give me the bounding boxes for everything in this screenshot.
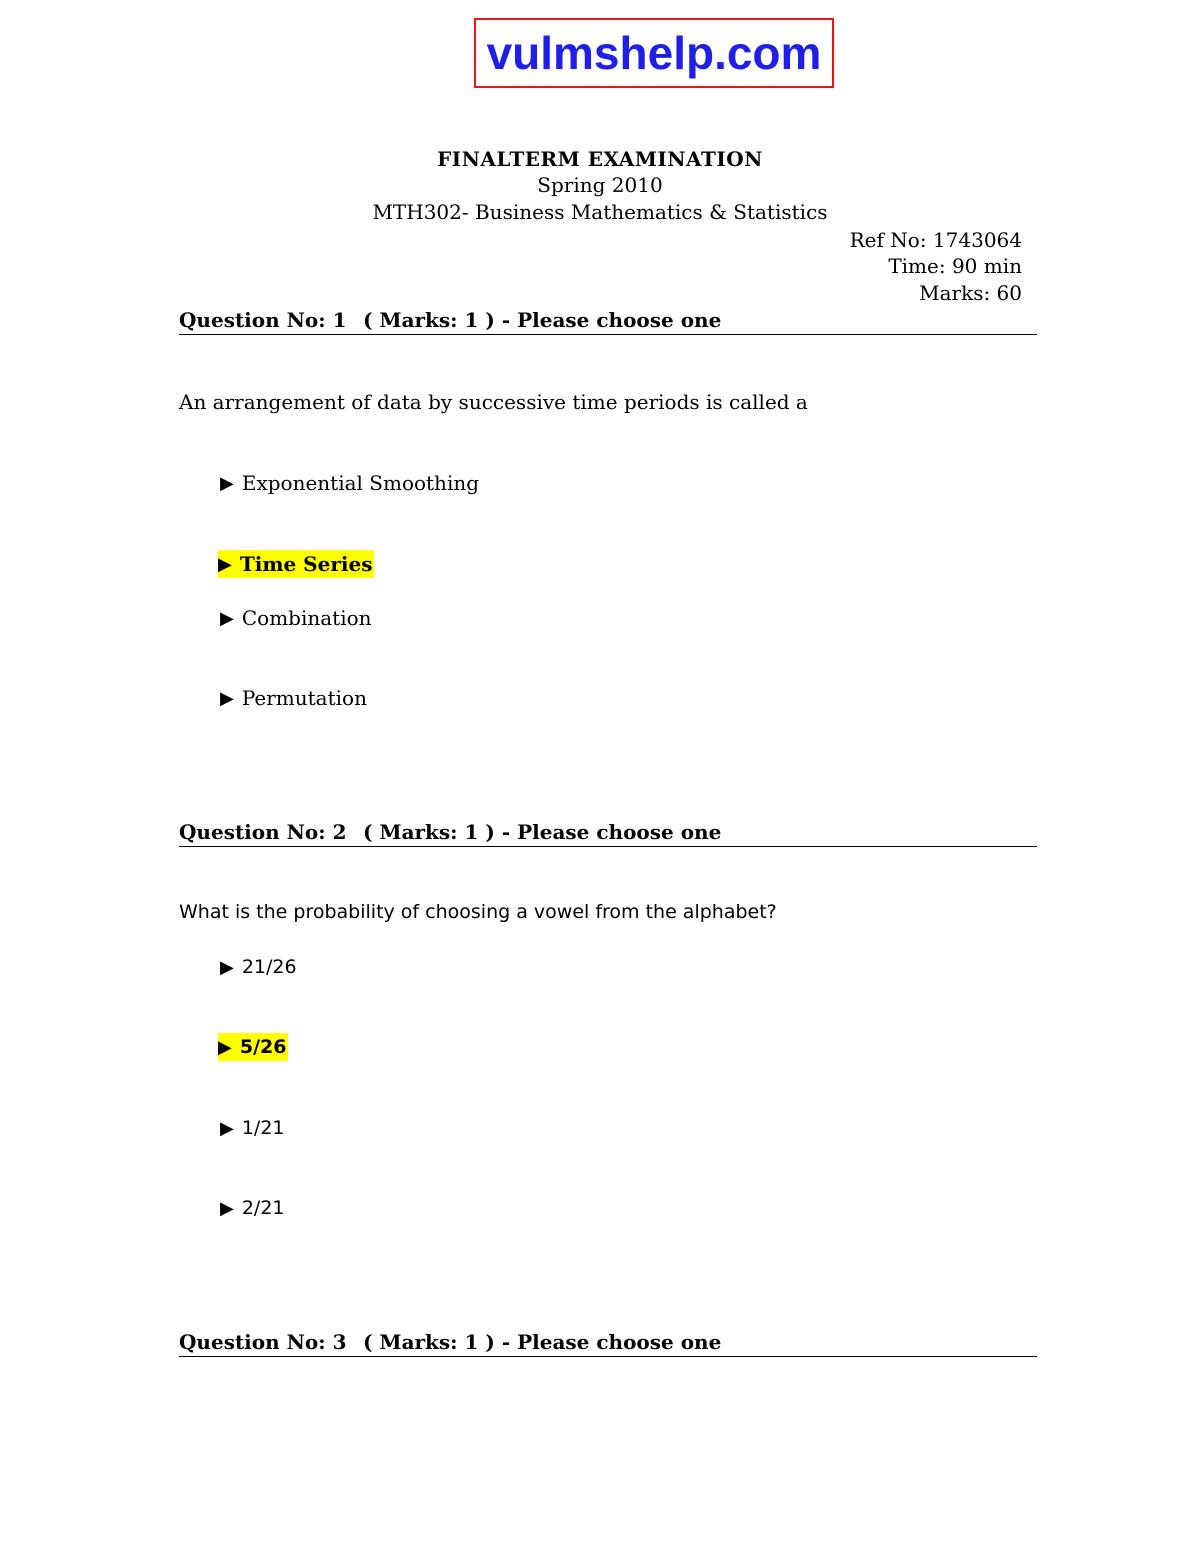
exam-term: Spring 2010 [537, 173, 663, 197]
question-1-option[interactable] [220, 469, 479, 497]
ref-number: Ref No: 1743064 [849, 228, 1022, 252]
arrow-right-icon: ▶ [220, 956, 234, 978]
question-3-header [179, 1330, 1037, 1357]
question-marks: ( Marks: 1 ) - Please choose one [363, 820, 722, 844]
exam-course: MTH302- Business Mathematics & Statistics [372, 200, 828, 224]
arrow-right-icon: ▶ [220, 1197, 234, 1219]
option-label: 2/21 [241, 1197, 285, 1219]
option-label: Exponential Smoothing [241, 471, 480, 495]
exam-title: FINALTERM EXAMINATION [437, 147, 763, 171]
arrow-right-icon: ▶ [220, 1117, 234, 1139]
question-1-text: An arrangement of data by successive time periods is called a [179, 390, 808, 414]
arrow-right-icon: ▶ [218, 1036, 232, 1058]
site-logo: vulmshelp.com [474, 18, 834, 88]
arrow-right-icon: ▶ [218, 553, 232, 575]
question-2-option[interactable] [220, 1194, 285, 1222]
question-2-text: What is the probability of choosing a vowel from the alphabet? [179, 901, 777, 923]
question-2-header [179, 820, 1037, 847]
option-label: Time Series [239, 552, 373, 576]
question-2-option[interactable] [220, 1114, 285, 1142]
question-marks: ( Marks: 1 ) - Please choose one [363, 1330, 722, 1354]
option-label: 21/26 [241, 956, 297, 978]
option-label: 5/26 [239, 1036, 287, 1058]
option-label: 1/21 [241, 1117, 285, 1139]
question-number: Question No: 3 [179, 1330, 347, 1354]
question-marks: ( Marks: 1 ) - Please choose one [363, 308, 722, 332]
question-1-header [179, 308, 1037, 335]
question-2-option[interactable] [220, 953, 297, 981]
option-label: Permutation [241, 686, 367, 710]
question-2-option-selected[interactable] [218, 1033, 288, 1061]
exam-marks: Marks: 60 [919, 281, 1022, 305]
exam-time: Time: 90 min [888, 254, 1022, 278]
arrow-right-icon: ▶ [220, 607, 234, 629]
question-number: Question No: 2 [179, 820, 347, 844]
question-1-option[interactable] [220, 604, 372, 632]
question-number: Question No: 1 [179, 308, 347, 332]
question-1-option[interactable] [220, 684, 367, 712]
arrow-right-icon: ▶ [220, 472, 234, 494]
option-label: Combination [241, 606, 372, 630]
question-1-option-selected[interactable] [218, 550, 374, 578]
arrow-right-icon: ▶ [220, 687, 234, 709]
